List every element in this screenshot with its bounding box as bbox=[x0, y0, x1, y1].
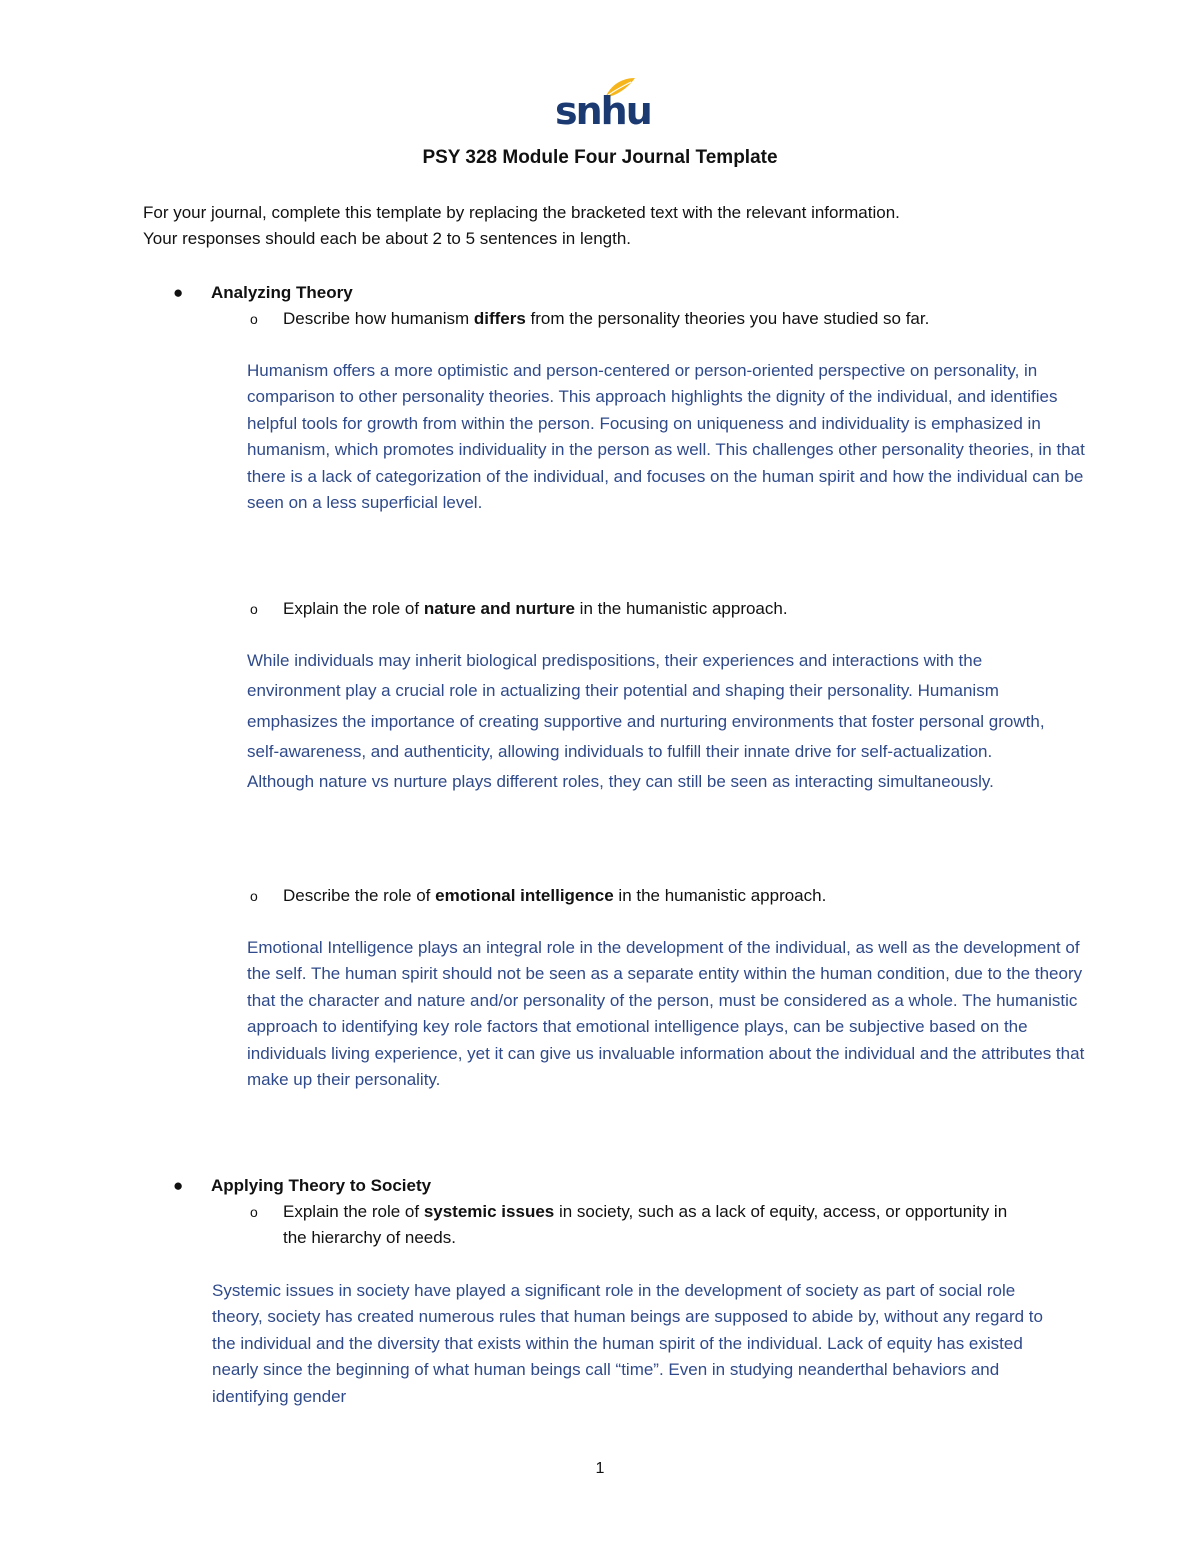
bullet-icon: ● bbox=[173, 283, 184, 302]
page-number: 1 bbox=[595, 1460, 605, 1477]
logo-text: snhu bbox=[555, 89, 651, 133]
section-heading-label: Analyzing Theory bbox=[211, 283, 353, 302]
prompt-text: Explain the role of nature and nurture in the humanistic approach. bbox=[283, 599, 788, 618]
prompt-text: Explain the role of systemic issues in society, such as a lack of equity, access, or opportunity in the hierarchy of needs. bbox=[283, 1202, 1008, 1247]
answer-emotional-intelligence: Emotional Intelligence plays an integral role in the development of the individual, as well as the development of the self. The human spirit should not be seen as a separate entity within the human condition, due to the theory that the character and nature and/or personality of the person, must be considered as a whole. The humanistic approach to identifying key role factors that emotional intelligence plays, can be subjective based on the individuals living experience, yet it can give us invaluable information about the individual and the attributes that make up their personality. bbox=[247, 938, 1085, 1090]
prompt-text: Describe the role of emotional intelligence in the humanistic approach. bbox=[283, 886, 827, 905]
intro-line-1: For your journal, complete this template by replacing the bracketed text with the relevant information. bbox=[143, 203, 900, 222]
answer-differs: Humanism offers a more optimistic and person-centered or person-oriented perspective on personality, in comparison to other personality theories. This approach highlights the dignity of the individual, and identifies helpful tools for growth from within the person. Focusing on uniqueness and individuality is emphasized in humanism, which promotes individuality in the person as well. This challenges other personality theories, in that there is a lack of categorization of the individual, and focuses on the human spirit and how the individual can be seen on a less superficial level. bbox=[247, 361, 1085, 513]
page-title: PSY 328 Module Four Journal Template bbox=[422, 147, 778, 168]
sub-bullet-icon: o bbox=[250, 1204, 258, 1220]
bullet-icon: ● bbox=[173, 1176, 184, 1195]
sub-bullet-icon: o bbox=[250, 601, 258, 617]
intro-line-2: Your responses should each be about 2 to 5 sentences in length. bbox=[143, 229, 632, 248]
snhu-logo bbox=[555, 76, 651, 133]
answer-nature-nurture: While individuals may inherit biological predispositions, their experiences and interactions with the environment play a crucial role in actualizing their potential and shaping their personality. Humanism emphasizes the importance of creating supportive and nurturing environments that foster personal growth, self-awareness, and authenticity, allowing individuals to fulfill their innate drive for self-actualization. Although nature vs nurture plays different roles, they can still be seen as interacting simultaneously. bbox=[247, 651, 1045, 792]
intro-paragraph bbox=[143, 200, 1073, 252]
prompt-text: Describe how humanism differs from the personality theories you have studied so far. bbox=[283, 309, 930, 328]
sub-bullet-icon: o bbox=[250, 888, 258, 904]
section-heading-label: Applying Theory to Society bbox=[211, 1176, 432, 1195]
answer-systemic-issues: Systemic issues in society have played a significant role in the development of society as part of social role theory, society has created numerous rules that human beings are supposed to abide by, without any regard to the individual and the diversity that exists within the human spirit of the individual. Lack of equity has existed nearly since the beginning of what human beings call “time”. Even in studying neanderthal behaviors and identifying gender bbox=[212, 1281, 1043, 1406]
sub-bullet-icon: o bbox=[250, 311, 258, 327]
